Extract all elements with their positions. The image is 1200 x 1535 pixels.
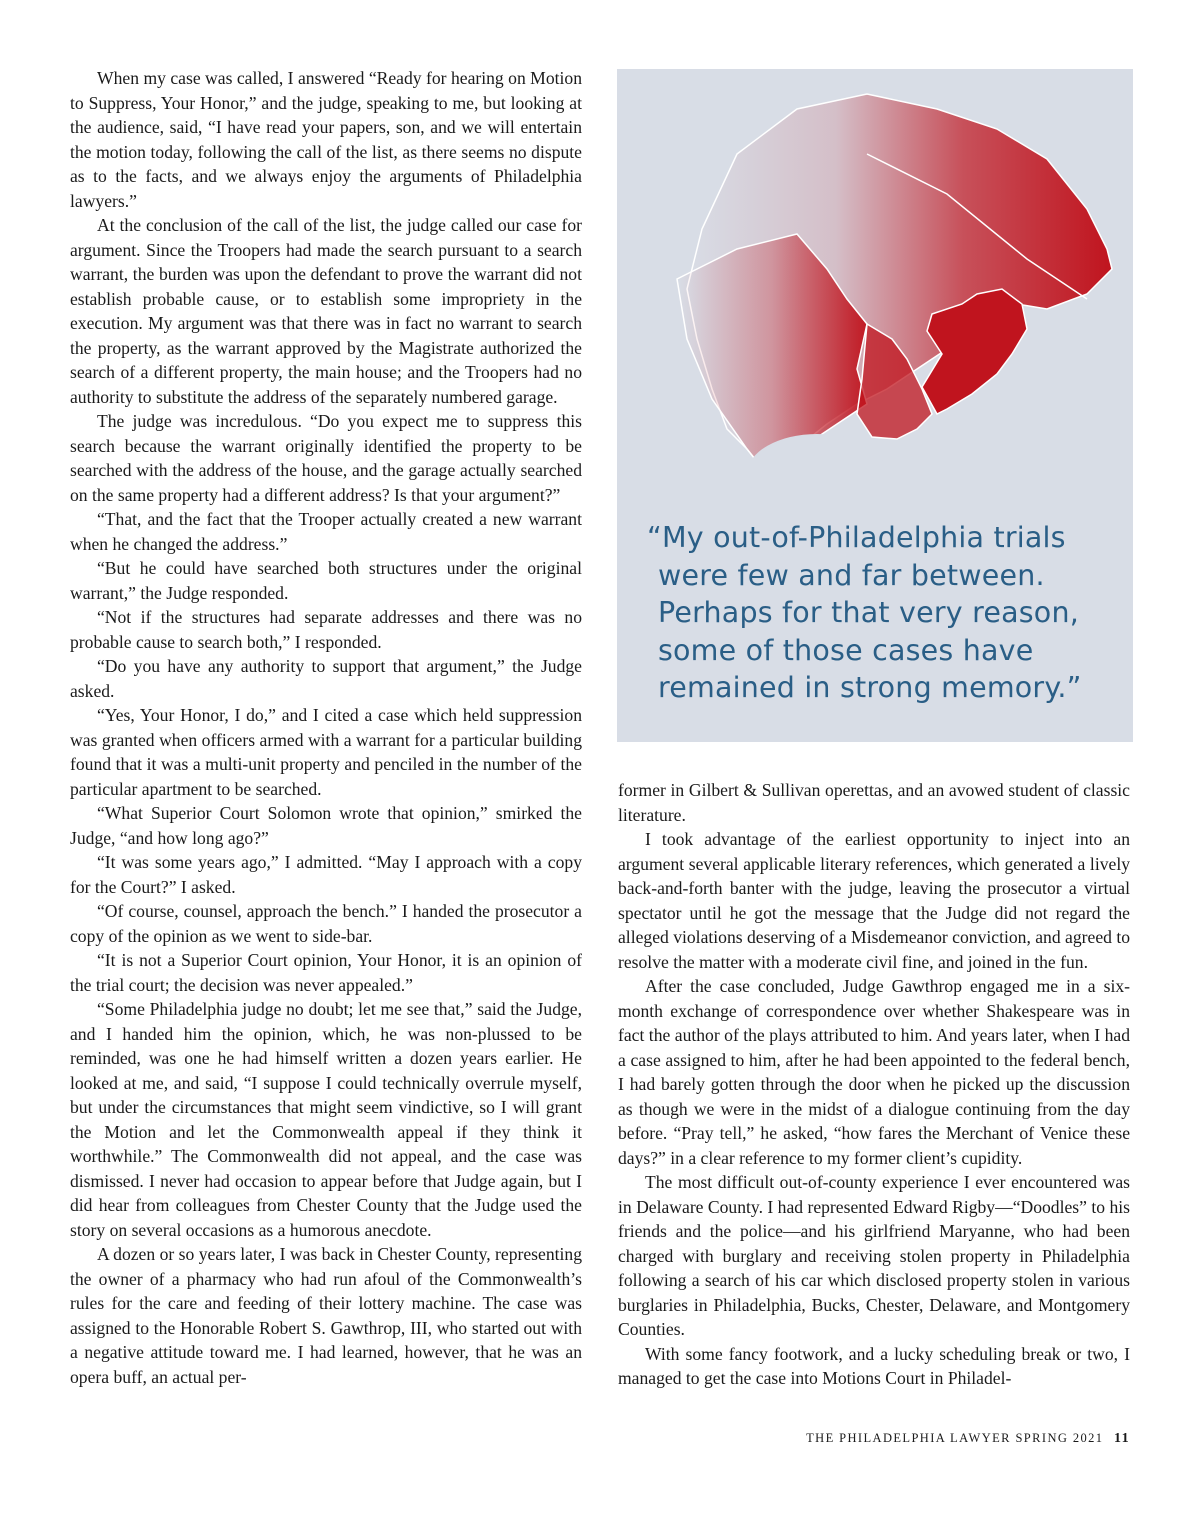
paragraph: “Not if the structures had separate addresses and there was no probable cause to search both,” I responded.	[70, 607, 582, 652]
paragraph: former in Gilbert & Sullivan operettas, and an avowed student of classic literature.	[618, 780, 1130, 825]
paragraph: “It was some years ago,” I admitted. “May I approach with a copy for the Court?” I asked.	[70, 852, 582, 897]
paragraph: When my case was called, I answered “Ready for hearing on Motion to Suppress, Your Honor,” and the judge, speaking to me, but looking at the audience, said, “I have read your papers, son, and we will entertain the motion today, following the call of the list, as there seems no dispute as to the facts, and we always enjoy the arguments of Philadelphia lawyers.”	[70, 68, 582, 211]
paragraph: “But he could have searched both structures under the original warrant,” the Judge responded.	[70, 558, 582, 603]
paragraph: The judge was incredulous. “Do you expect me to suppress this search because the warrant originally identified the property to be searched with the address of the house, and the garage actually searched on the same property had a different address? Is that your argument?”	[70, 411, 582, 505]
paragraph: After the case concluded, Judge Gawthrop engaged me in a six-month exchange of correspondence over whether Shakespeare was in fact the author of the plays attributed to him. And years later, when I had a case assigned to him, after he had been appointed to the federal bench, I had barely gotten through the door when he picked up the discussion as though we were in the midst of a dialogue continuing from the day before. “Pray tell,” he asked, “how fares the Merchant of Venice these days?” in a clear reference to my former client’s cupidity.	[618, 976, 1130, 1168]
pull-quote-line: remained in strong memory.”	[658, 671, 1082, 704]
paragraph: “That, and the fact that the Trooper actually created a new warrant when he changed the address.”	[70, 509, 582, 554]
paragraph: With some fancy footwork, and a lucky scheduling break or two, I managed to get the case into Motions Court in Philadel-	[618, 1343, 1130, 1388]
paragraph: The most difficult out-of-county experience I ever encountered was in Delaware County. I had represented Edward Rigby—“Doodles” to his friends and the police—and his girlfriend Maryanne, who had been charged with burglary and receiving stolen property in Philadelphia following a search of his car which disclosed property stolen in various burglaries in Philadelphia, Bucks, Chester, Delaware, and Montgomery Counties.	[618, 1172, 1130, 1339]
paragraph: A dozen or so years later, I was back in Chester County, representing the owner of a pharmacy who had run afoul of the Commonwealth’s rules for the care and feeding of their lottery machine. The case was assigned to the Honorable Robert S. Gawthrop, III, who started out with a negative attitude toward me. I had learned, however, that he was an opera buff, an actual per-	[70, 1244, 582, 1387]
southeastern-pennsylvania-counties-map-icon	[617, 69, 1133, 489]
left-column	[70, 66, 582, 1389]
paragraph: “It is not a Superior Court opinion, Your Honor, it is an opinion of the trial court; the decision was never appealed.”	[70, 950, 582, 995]
running-head: THE PHILADELPHIA LAWYER SPRING 2021	[806, 1431, 1104, 1445]
paragraph: “Yes, Your Honor, I do,” and I cited a case which held suppression was granted when officers armed with a warrant for a particular building found that it was a multi-unit property and penciled in the number of the particular apartment to be searched.	[70, 705, 582, 799]
paragraph: “What Superior Court Solomon wrote that opinion,” smirked the Judge, “and how long ago?”	[70, 803, 582, 848]
sidebar-figure	[617, 69, 1133, 742]
pull-quote-line: Perhaps for that very reason,	[658, 596, 1079, 629]
pull-quote-line: some of those cases have	[658, 633, 1034, 667]
right-column	[618, 778, 1130, 1391]
page-number: 11	[1113, 1431, 1130, 1446]
page-footer	[806, 1431, 1130, 1447]
pull-quote	[647, 519, 1117, 707]
pull-quote-line: were few and far between.	[658, 558, 1045, 592]
paragraph: At the conclusion of the call of the list, the judge called our case for argument. Since the Troopers had made the search pursuant to a search warrant, the burden was upon the defendant to prove the warrant did not establish probable cause, or to establish some impropriety in the execution. My argument was that there was in fact no warrant to search the property, as the warrant approved by the Magistrate authorized the search of a different property, the main house; and the Troopers had no authority to substitute the address of the separately numbered garage.	[70, 215, 582, 407]
paragraph: “Do you have any authority to support that argument,” the Judge asked.	[70, 656, 582, 701]
paragraph: “Some Philadelphia judge no doubt; let me see that,” said the Judge, and I handed him the opinion, which, he was non-plussed to be reminded, was one he had himself written a dozen years earlier. He looked at me, and said, “I suppose I could technically overrule myself, but under the circumstances that might seem vindictive, so I will grant the Motion and let the Commonwealth appeal if they think it worthwhile.” The Commonwealth did not appeal, and the case was dismissed. I never had occasion to appear before that Judge again, but I did hear from colleagues from Chester County that the Judge used the story on several occasions as a humorous anecdote.	[70, 999, 582, 1240]
paragraph: “Of course, counsel, approach the bench.” I handed the prosecutor a copy of the opinion as we went to side-bar.	[70, 901, 582, 946]
paragraph: I took advantage of the earliest opportunity to inject into an argument several applicable literary references, which generated a lively back-and-forth banter with the judge, leaving the prosecutor a virtual spectator until he got the message that the Judge did not regard the alleged violations deserving of a Misdemeanor conviction, and agreed to resolve the matter with a moderate civil fine, and joined in the fun.	[618, 829, 1131, 972]
pull-quote-line: “My out-of-Philadelphia trials	[647, 521, 1066, 554]
